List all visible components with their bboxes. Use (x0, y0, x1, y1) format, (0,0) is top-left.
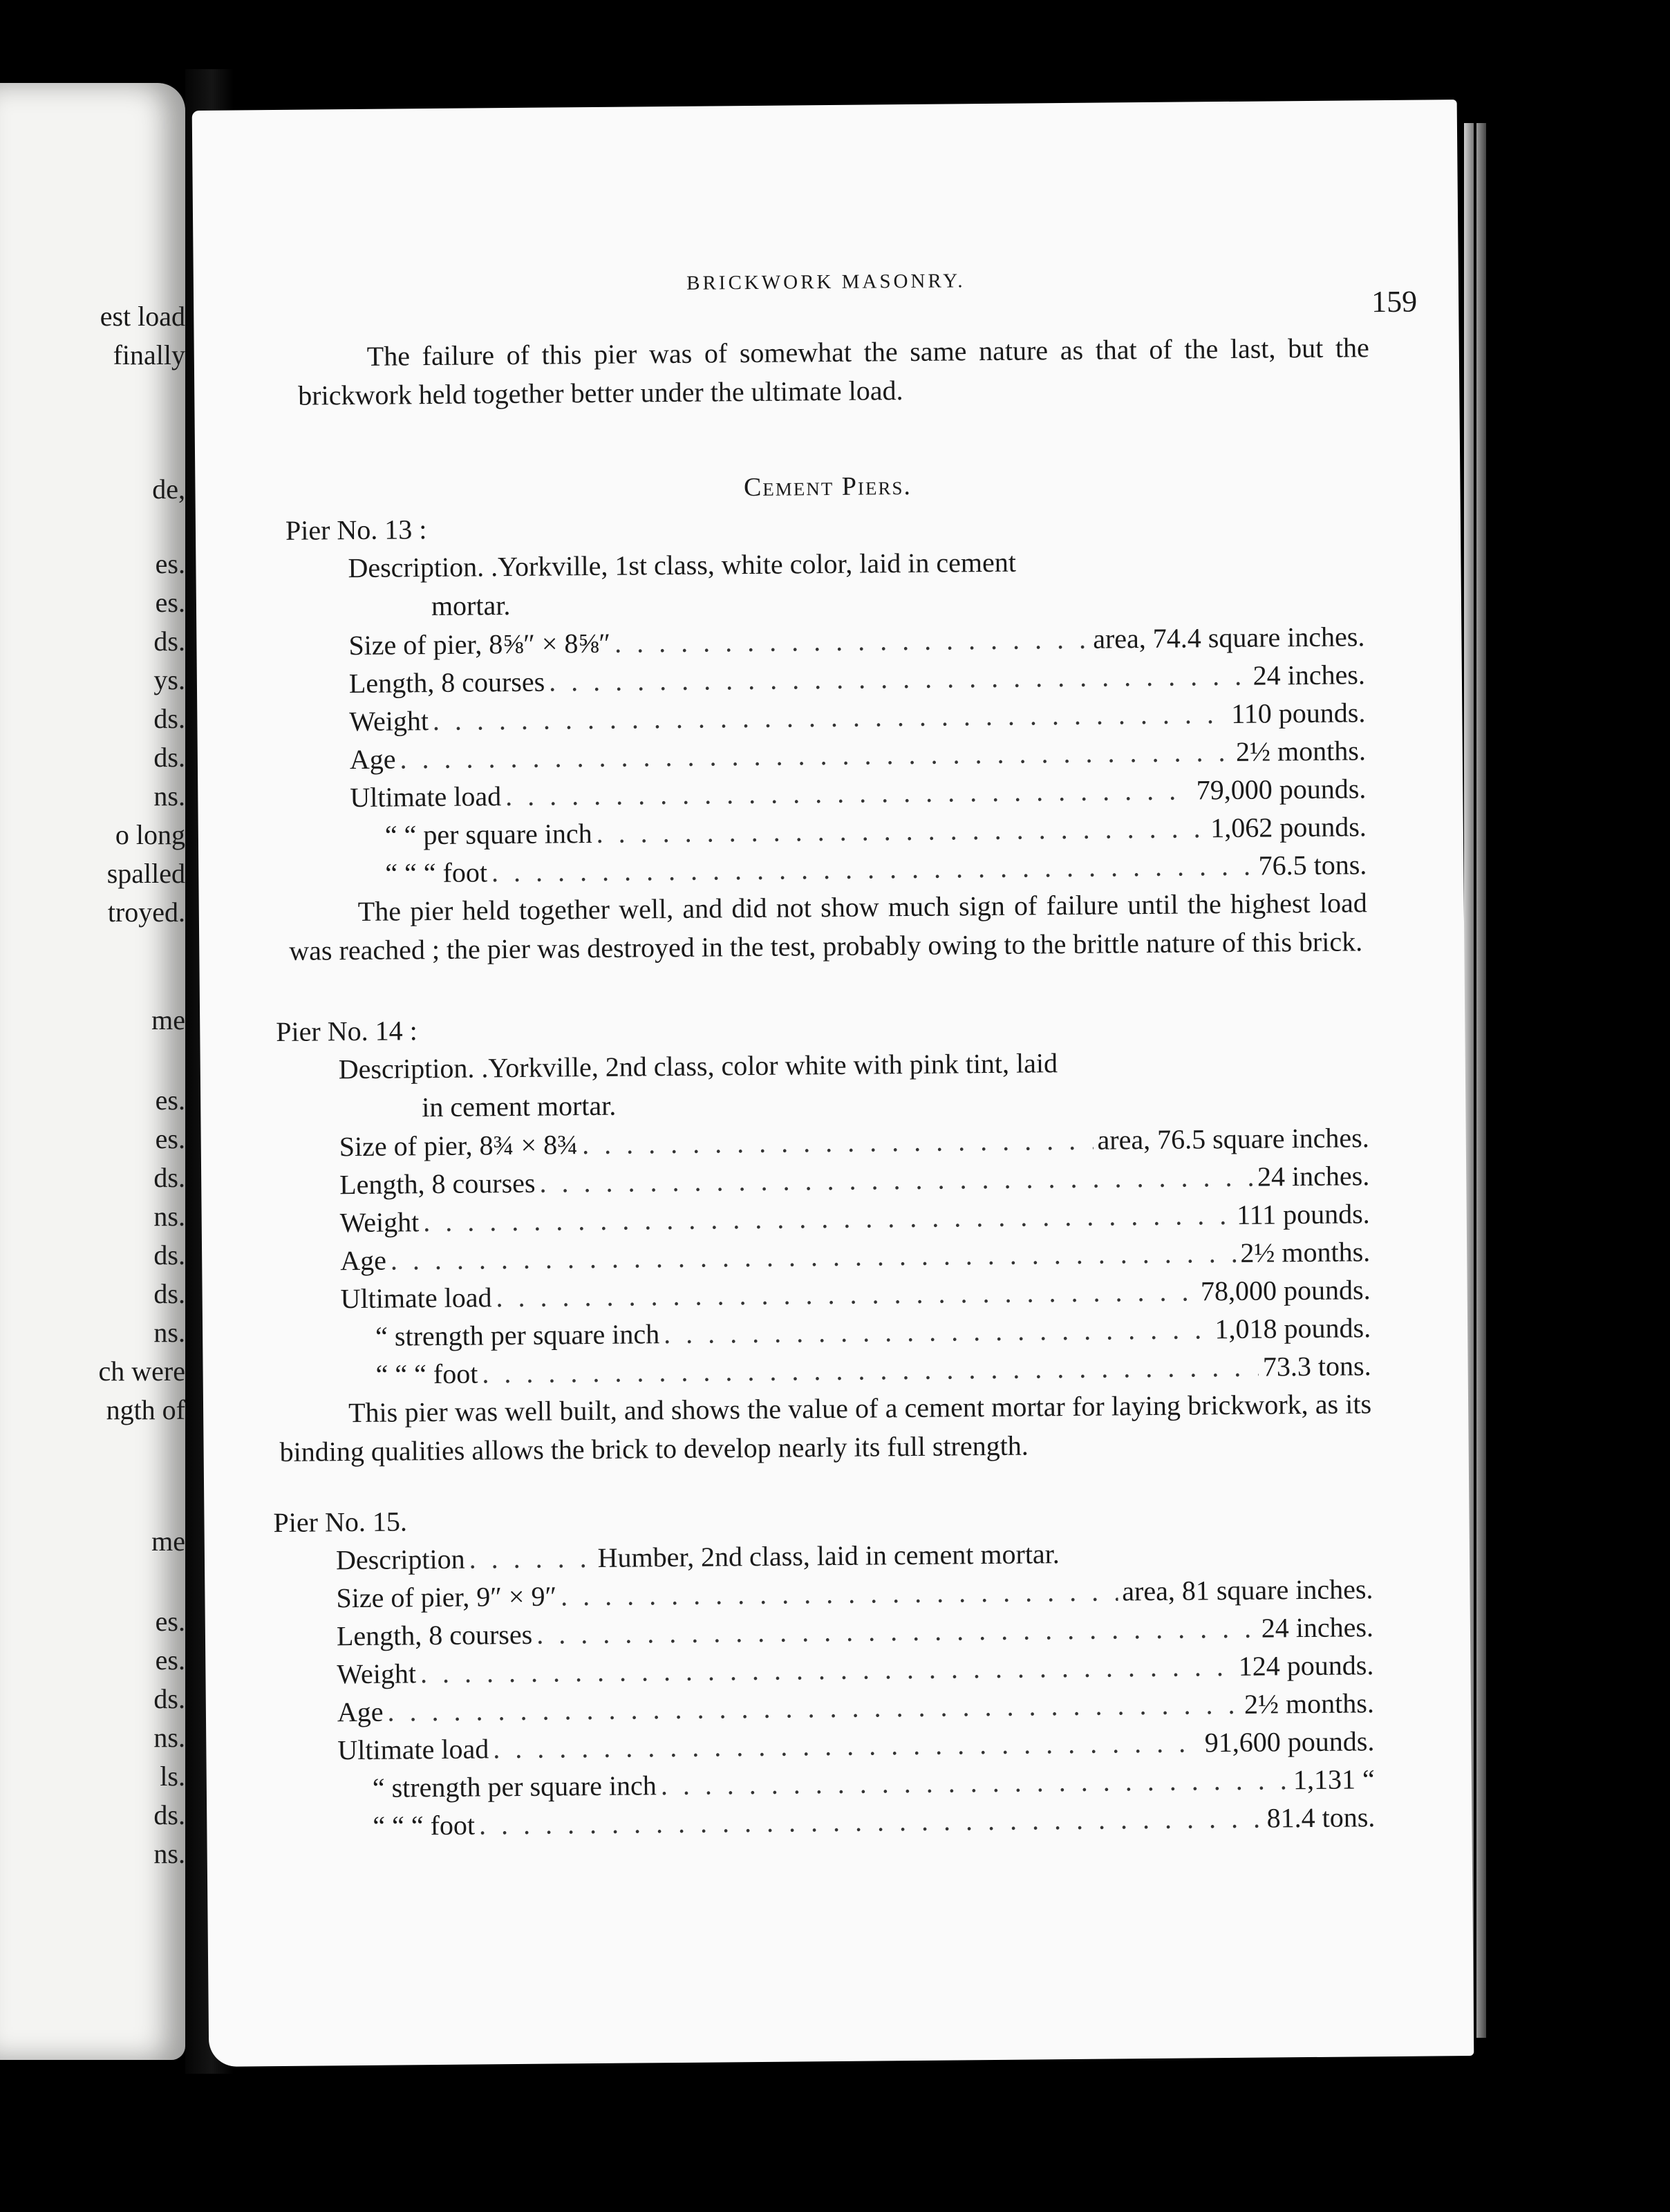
fragment-text: ns. (153, 1838, 185, 1869)
row-label: “ “ per square inch (384, 818, 592, 851)
row-value: 81.4 tons. (1266, 1801, 1376, 1834)
row-value: area, 74.4 square inches. (1093, 621, 1365, 655)
description-text: Humber, 2nd class, laid in cement mortar. (597, 1538, 1060, 1573)
row-value: 24 inches. (1252, 659, 1366, 691)
leader-dots (420, 1647, 1235, 1692)
page-edge (1476, 123, 1486, 2038)
pier-section (196, 504, 1465, 971)
fragment-text: ds. (153, 1278, 185, 1309)
fragment-text: es. (155, 1644, 185, 1676)
fragment-text: es. (155, 548, 185, 579)
pier-title: Pier No. 15. (273, 1506, 408, 1539)
leader-dots (614, 620, 1089, 662)
fragment-text: ds. (153, 626, 185, 657)
fragment-text: ngth of (106, 1394, 185, 1425)
row-value: 1,062 pounds. (1210, 811, 1367, 844)
fragment-text: ds. (153, 742, 185, 773)
row-value: 124 pounds. (1238, 1649, 1374, 1682)
fragment-text: ds. (153, 1239, 185, 1271)
leader-dots (596, 809, 1206, 852)
fragment-text: ds. (153, 1683, 185, 1714)
fragment-text: spalled (106, 858, 185, 889)
fragment-text: ls. (160, 1761, 185, 1792)
row-label: Ultimate load (337, 1733, 489, 1766)
row-value: 2½ months. (1235, 735, 1367, 767)
row-label: Age (337, 1696, 384, 1728)
row-label: Length, 8 courses (339, 1167, 536, 1201)
row-label: Length, 8 courses (336, 1618, 533, 1652)
pier-data-table (277, 1118, 1371, 1394)
leader-dots (505, 771, 1192, 815)
description-text: Yorkville, 2nd class, color white with pink tint, laid (488, 1047, 1058, 1084)
row-label: “ “ “ foot (385, 856, 488, 889)
leader-dots (493, 1723, 1201, 1768)
row-label: Size of pier, 8¾ × 8¾ (339, 1129, 579, 1163)
pier-data-table (286, 617, 1367, 893)
page-number: 159 (1371, 284, 1418, 319)
leader-dots (491, 847, 1255, 892)
fragment-text: ch were (98, 1356, 185, 1387)
row-label: “ strength per square inch (372, 1770, 657, 1803)
pier-description (276, 1041, 1369, 1128)
data-row (338, 1798, 1375, 1845)
row-label: Size of pier, 8⅝″ × 8⅝″ (348, 627, 611, 662)
row-value: 2½ months. (1244, 1687, 1375, 1720)
row-label: “ strength per square inch (375, 1318, 660, 1352)
fragment-text: troyed. (107, 897, 185, 928)
row-value: area, 76.5 square inches. (1097, 1122, 1369, 1156)
row-value: 91,600 pounds. (1204, 1725, 1375, 1759)
row-value: 1,131 “ (1293, 1763, 1376, 1796)
leader-dots (561, 1572, 1118, 1615)
leader-dots (479, 1799, 1263, 1844)
row-value: 24 inches. (1261, 1611, 1374, 1644)
row-value: 2½ months. (1240, 1236, 1371, 1268)
leader-dots (433, 695, 1228, 740)
row-label: Size of pier, 9″ × 9″ (336, 1580, 557, 1614)
row-value: 73.3 tons. (1262, 1350, 1371, 1382)
row-label: Age (340, 1244, 387, 1277)
leader-dots (539, 1158, 1253, 1202)
row-label: “ “ “ foot (373, 1809, 476, 1841)
fragment-text: ns. (153, 1201, 185, 1232)
fragment-text: ds. (153, 1162, 185, 1193)
row-value: 111 pounds. (1236, 1198, 1370, 1230)
row-label: Weight (337, 1658, 417, 1690)
description-continuation: in cement mortar. (422, 1089, 617, 1123)
pier-description (285, 540, 1364, 627)
leader-dots (664, 1310, 1211, 1353)
description-text: Yorkville, 1st class, white color, laid in cement (497, 546, 1017, 583)
pier-title: Pier No. 13 : (285, 514, 427, 546)
pier-title: Pier No. 14 : (276, 1015, 418, 1048)
row-value: area, 81 square inches. (1122, 1573, 1373, 1607)
leader-dots (536, 1609, 1257, 1653)
leader-dots (549, 657, 1249, 701)
pier-note: The pier held together well, and did not show much sign of failure until the highest load was reached ; the pier was destroyed in the test, probably owing to the brittle nature of this brick. (289, 887, 1367, 966)
leader-dots (469, 1539, 593, 1578)
row-label: Weight (339, 1206, 420, 1239)
leader-dots (482, 1348, 1259, 1393)
fragment-text: ns. (153, 1722, 185, 1753)
fragment-text: finally (113, 339, 185, 371)
row-value: 1,018 pounds. (1214, 1312, 1371, 1345)
fragment-text: ds. (153, 703, 185, 734)
fragment-text: es. (155, 1085, 185, 1116)
description-label: Description (335, 1543, 465, 1576)
fragment-text: ys. (153, 664, 185, 695)
fragment-text: es. (155, 1606, 185, 1637)
leader-dots (423, 1196, 1232, 1241)
leader-dots (661, 1761, 1290, 1804)
pier-data-table (274, 1570, 1375, 1846)
row-label: “ “ “ foot (375, 1358, 478, 1390)
fragment-text: ns. (153, 1317, 185, 1348)
pier-section (204, 1496, 1472, 1846)
row-label: Age (349, 743, 396, 776)
fragment-text: es. (155, 1123, 185, 1154)
row-value: 76.5 tons. (1258, 849, 1367, 881)
facing-page (0, 83, 185, 2060)
fragment-text: ns. (153, 780, 185, 812)
row-value: 79,000 pounds. (1196, 773, 1367, 806)
fragment-text: me (151, 1004, 185, 1035)
section-heading: Cement Piers. (743, 471, 912, 503)
running-head: BRICKWORK MASONRY. (686, 270, 966, 294)
row-label: Ultimate load (340, 1282, 492, 1315)
fragment-text: me (151, 1526, 185, 1557)
description-continuation: mortar. (431, 590, 511, 622)
description-label: Description. . (348, 551, 498, 584)
intro-paragraph: The failure of this pier was of somewhat the same nature as that of the last, but the brickwork held together better under the ultimate load. (298, 332, 1369, 411)
row-value: 24 inches. (1257, 1160, 1370, 1192)
fragment-text: es. (155, 587, 185, 618)
fragment-text: o long (115, 819, 185, 850)
book-page (192, 100, 1474, 2067)
row-value: 78,000 pounds. (1200, 1274, 1371, 1307)
leader-dots (582, 1121, 1094, 1163)
pier-note: This pier was well built, and shows the value of a cement mortar for laying brickwork, as its binding qualities allows the brick to develop nearly its full strength. (279, 1388, 1372, 1468)
leader-dots (496, 1272, 1197, 1316)
row-label: Weight (349, 705, 429, 738)
pier-section (200, 1005, 1469, 1472)
row-label: Length, 8 courses (348, 666, 545, 700)
fragment-text: de, (152, 474, 185, 505)
fragment-text: ds. (153, 1799, 185, 1830)
description-label: Description. . (338, 1052, 489, 1085)
row-value: 110 pounds. (1231, 697, 1366, 729)
fragment-text: est load (100, 301, 185, 332)
row-label: Ultimate load (350, 780, 502, 814)
